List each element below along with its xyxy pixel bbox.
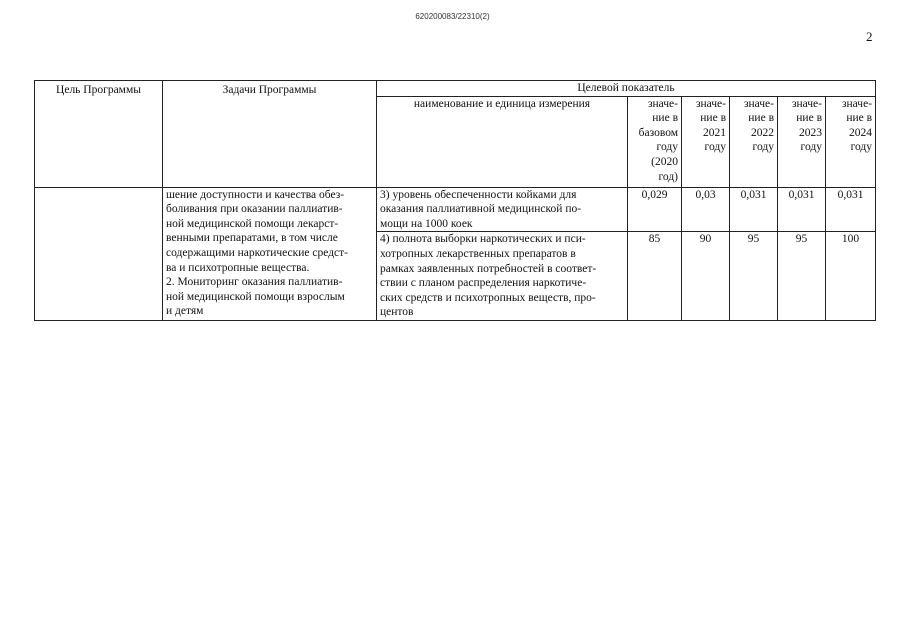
value-2021: 90 <box>682 232 730 321</box>
value-base: 85 <box>628 232 682 321</box>
header-target-indicator: Целевой показатель <box>377 81 876 97</box>
indicator-name: 3) уровень обеспеченности койками для оказания паллиативной медицинской по- мощи на 1000 коек <box>377 187 628 232</box>
header-goal: Цель Программы <box>35 81 163 188</box>
header-year-base: значе- ние в базовом году (2020 год) <box>628 96 682 187</box>
header-year-2021: значе- ние в 2021 году <box>682 96 730 187</box>
value-2022: 95 <box>730 232 778 321</box>
table-row <box>35 187 876 232</box>
value-2021: 0,03 <box>682 187 730 232</box>
goal-cell <box>35 187 163 320</box>
value-2023: 95 <box>778 232 826 321</box>
header-year-2022: значе- ние в 2022 году <box>730 96 778 187</box>
header-tasks: Задачи Программы <box>163 81 377 188</box>
value-2024: 0,031 <box>826 187 876 232</box>
header-indicator-name: наименование и единица измерения <box>377 96 628 187</box>
value-2023: 0,031 <box>778 187 826 232</box>
page-number: 2 <box>866 29 873 44</box>
indicator-name: 4) полнота выборки наркотических и пси- хотропных лекарственных препаратов в рамках заявленных потребностей в соответ- ствии с планом распределения наркотиче- ских средств и психотропных веществ, про- центов <box>377 232 628 321</box>
value-base: 0,029 <box>628 187 682 232</box>
value-2022: 0,031 <box>730 187 778 232</box>
program-table <box>34 80 876 321</box>
value-2024: 100 <box>826 232 876 321</box>
header-year-2023: значе- ние в 2023 году <box>778 96 826 187</box>
document-id: 620200083/22310(2) <box>415 12 490 21</box>
tasks-cell: шение доступности и качества обез- боливания при оказании паллиатив- ной медицинской помощи лекарст- венными препаратами, в том числе содержащими наркотические средст- ва и психотропные вещества. 2. Мониторинг оказания паллиатив- ной медицинской помощи взрослым и детям <box>163 187 377 320</box>
header-year-2024: значе- ние в 2024 году <box>826 96 876 187</box>
